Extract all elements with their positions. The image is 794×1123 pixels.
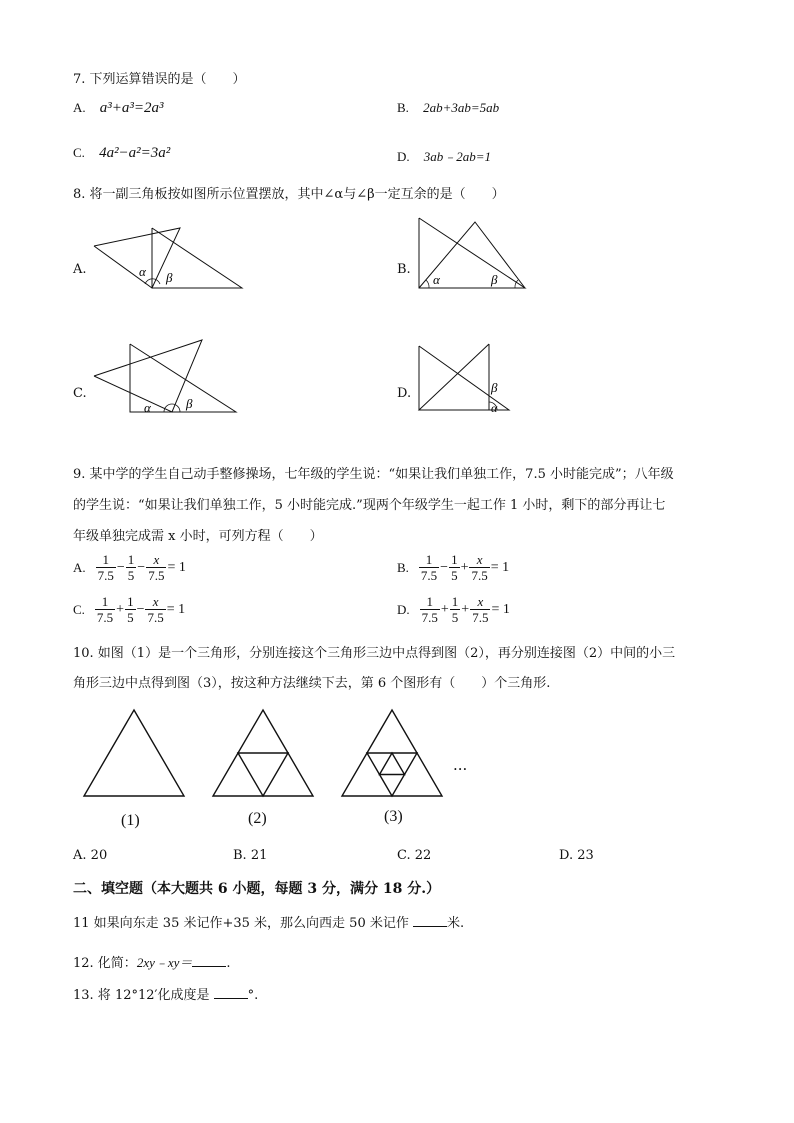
q9-d-label: D. bbox=[397, 601, 410, 617]
q9-c-label: C. bbox=[73, 601, 85, 617]
q9-c-frac-1: $\frac{1}{7.5}$ bbox=[96, 594, 114, 625]
q7-b-expr: 2ab+3ab=5ab bbox=[423, 100, 500, 115]
q10-option-c: C. 22 bbox=[397, 848, 432, 863]
q9-a-frac-1: $\frac{1}{7.5}$ bbox=[97, 552, 114, 583]
q10-line-1: 10. 如图（1）是一个三角形，分别连接这个三角形三边中点得到图（2），再分别连接图（2）中间的小三 bbox=[73, 646, 676, 661]
q9-b-label: B. bbox=[397, 559, 409, 575]
q8-stem: 8. 将一副三角板按如图所示位置摆放，其中∠α与∠β一定互余的是（ ） bbox=[73, 187, 505, 202]
q11: 11 如果向东走 35 米记作+35 米，那么向西走 50 米记作 米. bbox=[73, 916, 465, 931]
q9-d-frac-3: $\frac{x}{7.5}$ bbox=[472, 594, 489, 625]
q9-a-frac-3: $\frac{x}{7.5}$ bbox=[148, 552, 165, 583]
q9-d-frac-2: $\frac{1}{5}$ bbox=[451, 594, 459, 625]
q9-d-frac-1: $\frac{1}{7.5}$ bbox=[421, 594, 438, 625]
q11-answer-blank[interactable] bbox=[413, 914, 447, 927]
q8-b-beta: β bbox=[491, 272, 498, 287]
q10-ellipsis: ··· bbox=[453, 760, 468, 778]
q12: 12. 化简：2xy﹣xy＝ . bbox=[73, 955, 231, 971]
q9-b-frac-2: $\frac{1}{5}$ bbox=[451, 552, 458, 583]
q7-a-label: A. bbox=[73, 100, 86, 115]
section-2-title: 二、填空题（本大题共 6 小题，每题 3 分，满分 18 分.） bbox=[73, 881, 441, 897]
q9-line-1: 9. 某中学的学生自己动手整修操场，七年级的学生说：“如果让我们单独工作，7.5 小时能完成”；八年级 bbox=[73, 467, 674, 482]
q7-d-expr: 3ab﹣2ab=1 bbox=[423, 149, 492, 164]
q7-option-a bbox=[73, 100, 164, 117]
q8-figure-c bbox=[90, 336, 242, 416]
q10-option-b: B. 21 bbox=[233, 848, 268, 863]
q9-line-2: 的学生说：“如果让我们单独工作，5 小时能完成.”现两个年级学生一起工作 1 小时，剩下的部分再让七 bbox=[73, 498, 666, 513]
q8-a-beta: β bbox=[166, 270, 173, 285]
q7-a-expr: a³+a³=2a³ bbox=[99, 100, 164, 116]
q8-figure-d bbox=[415, 340, 519, 416]
q7-option-d bbox=[397, 146, 491, 165]
q8-d-alpha: α bbox=[491, 401, 498, 415]
q9-b-frac-3: $\frac{x}{7.5}$ bbox=[471, 552, 488, 583]
q9-a-frac-2: $\frac{1}{5}$ bbox=[127, 552, 135, 583]
q8-a-alpha: α bbox=[139, 264, 146, 279]
q9-a-label: A. bbox=[73, 559, 86, 575]
q9-c-frac-3: $\frac{x}{7.5}$ bbox=[147, 594, 164, 625]
q8-b-alpha: α bbox=[433, 272, 440, 287]
q8-d-label: D. bbox=[397, 386, 412, 401]
q7-b-label: B. bbox=[397, 100, 409, 115]
q7-c-label: C. bbox=[73, 145, 85, 160]
q8-b-label: B. bbox=[397, 262, 411, 277]
q8-c-label: C. bbox=[73, 386, 87, 401]
q9-c-frac-2: $\frac{1}{5}$ bbox=[127, 594, 134, 625]
q12-answer-blank[interactable] bbox=[192, 954, 226, 967]
q13-answer-blank[interactable] bbox=[214, 986, 248, 999]
q7-option-c bbox=[73, 145, 170, 162]
q9-option-d: D. $\frac{1}{7.5}$ + $\frac{1}{5}$ + $\frac{x}{7.5}$ = 1 bbox=[397, 594, 510, 625]
q7-d-label: D. bbox=[397, 149, 410, 164]
q8-c-beta: β bbox=[186, 396, 193, 411]
q8-figure-b bbox=[415, 214, 531, 294]
q7-stem: 7. 下列运算错误的是（ ） bbox=[73, 72, 246, 87]
q10-figure-2 bbox=[209, 706, 319, 800]
q9-option-a: A. $\frac{1}{7.5}$ − $\frac{1}{5}$ − $\frac{x}{7.5}$ = 1 bbox=[73, 552, 186, 583]
q10-option-a: A. 20 bbox=[73, 848, 108, 863]
q10-line-2: 角形三边中点得到图（3），按这种方法继续下去，第 6 个图形有（ ）个三角形. bbox=[73, 676, 551, 691]
q10-figure-1 bbox=[80, 706, 190, 800]
q7-option-b bbox=[397, 100, 499, 116]
q9-b-frac-1: $\frac{1}{7.5}$ bbox=[420, 552, 438, 583]
q8-a-label: A. bbox=[73, 262, 87, 277]
q9-line-3: 年级单独完成需 x 小时，可列方程（ ） bbox=[73, 529, 323, 544]
q9-option-b: B. $\frac{1}{7.5}$ − $\frac{1}{5}$ + $\frac{x}{7.5}$ = 1 bbox=[397, 552, 510, 583]
q8-d-beta: β bbox=[491, 380, 498, 395]
q10-fig-label-2: (2) bbox=[248, 810, 267, 827]
q8-c-alpha: α bbox=[144, 400, 151, 415]
q10-fig-label-3: (3) bbox=[384, 808, 403, 825]
q10-option-d: D. 23 bbox=[559, 848, 594, 863]
q13: 13. 将 12°12′化成度是 °. bbox=[73, 988, 259, 1003]
q9-option-c: C. $\frac{1}{7.5}$ + $\frac{1}{5}$ − $\frac{x}{7.5}$ = 1 bbox=[73, 594, 186, 625]
q7-c-expr: 4a²−a²=3a² bbox=[99, 145, 171, 161]
q10-fig-label-1: (1) bbox=[121, 812, 140, 829]
q8-figure-a bbox=[90, 222, 250, 294]
q10-figure-3 bbox=[338, 706, 448, 800]
